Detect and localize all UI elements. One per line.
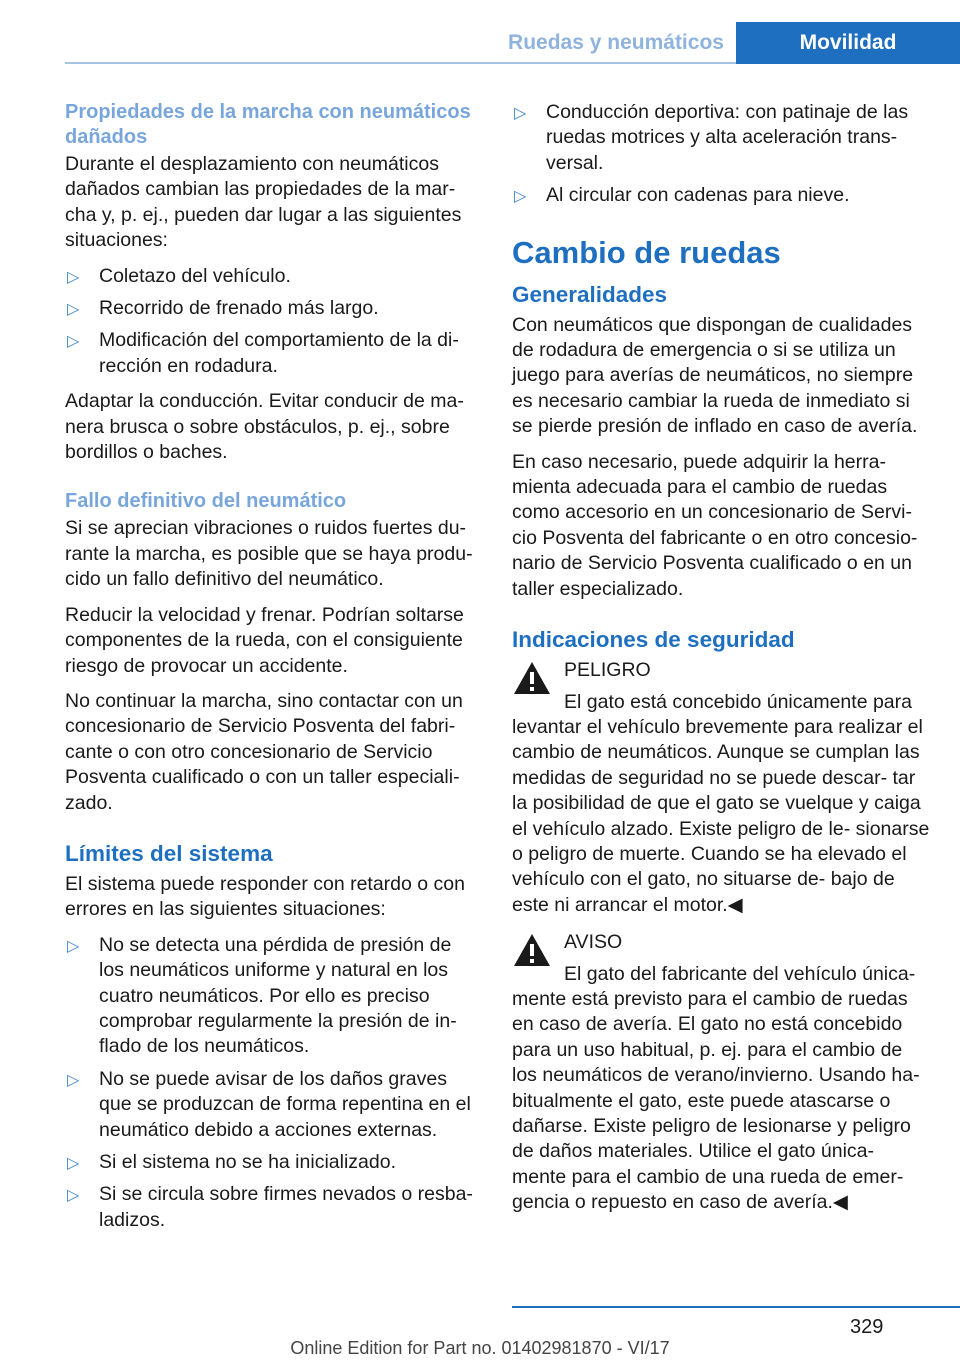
header-section-title: Ruedas y neumáticos xyxy=(508,31,724,54)
warning-title: AVISO xyxy=(564,931,623,954)
triangle-bullet-icon: ▷ xyxy=(67,1071,80,1089)
list-item-text: Si el sistema no se ha inicializado. xyxy=(99,1151,396,1173)
bullet-list xyxy=(65,933,477,1233)
list-item-text: Coletazo del vehículo. xyxy=(99,264,291,287)
list-item-text: Al circular con cadenas para nieve. xyxy=(546,184,850,207)
edition-note: Online Edition for Part no. 01402981870 - VI/17 xyxy=(290,1338,670,1358)
heading-damaged-tires: Propiedades de la marcha con neumáticos dañados xyxy=(65,101,471,148)
list-item xyxy=(512,100,930,176)
warning-notice xyxy=(512,930,930,1215)
warning-triangle-icon xyxy=(512,932,552,968)
paragraph: Con neumáticos que dispongan de cualidades de rodadura de emergencia o si se utiliza un juego para averías de neumáticos, no siempre es necesario cambiar la rueda de inmediato si se pierde presión de inflado en caso de avería. xyxy=(512,313,918,438)
list-item xyxy=(65,264,477,289)
right-column xyxy=(512,100,930,1228)
paragraph: Reducir la velocidad y frenar. Podrían soltarse componentes de la rueda, con el consiguiente riesgo de provocar un accidente. xyxy=(65,603,464,677)
heading-tire-failure: Fallo definitivo del neumático xyxy=(65,490,347,513)
triangle-bullet-icon: ▷ xyxy=(67,1187,80,1205)
paragraph: Si se aprecian vibraciones o ruidos fuertes du‐ rante la marcha, es posible que se haya produ‐ cido un fallo definitivo del neumático. xyxy=(65,517,473,591)
heading-general: Generalidades xyxy=(512,281,668,307)
list-item-text: No se detecta una pérdida de presión de los neumáticos uniforme y natural en los cuatro neumáticos. Por ello es preciso comprobar regularmente la presión de in‐ flado de los neumáticos. xyxy=(99,933,457,1058)
left-column xyxy=(65,100,477,1243)
paragraph: No continuar la marcha, sino contactar con un concesionario de Servicio Posventa del fabri‐ cante o con otro concesionario de Servicio Posventa cualificado o con un taller especiali‐ zado. xyxy=(65,689,463,814)
warning-danger xyxy=(512,658,930,918)
list-item xyxy=(65,328,477,379)
paragraph: Durante el desplazamiento con neumáticos dañados cambian las propiedades de la mar‐ cha y, p. ej., pueden dar lugar a las siguientes situaciones: xyxy=(65,153,462,252)
paragraph: Adaptar la conducción. Evitar conducir de ma‐ nera brusca o sobre obstáculos, p. ej., sobre bordillos o baches. xyxy=(65,390,464,464)
page-number: 329 xyxy=(850,1316,884,1338)
paragraph: El sistema puede responder con retardo o con errores en las siguientes situaciones: xyxy=(65,872,465,921)
warning-text: El gato está concebido únicamente para levantar el vehículo brevemente para realizar el cambio de neumáticos. Aunque se cumplan las medidas de seguridad no se puede descar‐ tar la posibilidad de que el gato se vuelque y caiga el vehículo alzado. Existe peligro de le‐ sionarse o peligro de muerte. Cuando se ha elevado el vehículo con el gato, no situarse de‐ bajo de este ni arrancar el motor.◀ xyxy=(512,690,930,916)
bullet-list xyxy=(512,100,930,209)
heading-wheel-change: Cambio de ruedas xyxy=(512,234,781,270)
list-item xyxy=(512,183,930,208)
triangle-bullet-icon: ▷ xyxy=(514,105,527,122)
heading-system-limits: Límites del sistema xyxy=(65,840,273,866)
list-item xyxy=(65,1150,477,1175)
list-item xyxy=(65,296,477,321)
triangle-bullet-icon: ▷ xyxy=(67,1155,80,1172)
paragraph: En caso necesario, puede adquirir la herra‐ mienta adecuada para el cambio de ruedas como accesorio en un concesionario de Servi‐ cio Posventa del fabricante o en otro concesio‐ nario de Servicio Posventa cualificado o en un taller especializado. xyxy=(512,450,918,600)
list-item-text: Conducción deportiva: con patinaje de las ruedas motrices y alta aceleración trans‐ versal. xyxy=(546,101,909,174)
triangle-bullet-icon: ▷ xyxy=(514,188,527,206)
list-item-text: Si se circula sobre firmes nevados o resba‐ ladizos. xyxy=(99,1183,473,1231)
heading-safety-notes: Indicaciones de seguridad xyxy=(512,627,795,653)
list-item xyxy=(65,1067,477,1143)
warning-text: El gato del fabricante del vehículo única‐ mente está previsto para el cambio de ruedas en caso de avería. El gato no está concebido para un uso habitual, p. ej. para el cambio de los neumáticos de verano/invierno. Usando ha‐ bitualmente el gato, este puede atascarse o dañarse. Existe peligro de lesionarse y peligro de daños materiales. Utilice el gato única‐ mente para el cambio de una rueda de emer‐ gencia o repuesto en caso de avería.◀ xyxy=(512,962,920,1214)
footer-rule xyxy=(512,1306,960,1308)
list-item xyxy=(65,933,477,1060)
bullet-list xyxy=(65,264,477,380)
triangle-bullet-icon: ▷ xyxy=(67,937,80,955)
list-item-text: Modificación del comportamiento de la di‐ rección en rodadura. xyxy=(99,329,459,377)
list-item-text: No se puede avisar de los daños graves que se produzcan de forma repentina en el neumático debido a acciones externas. xyxy=(99,1067,471,1141)
header-chapter-tab: Movilidad xyxy=(736,22,960,64)
triangle-bullet-icon: ▷ xyxy=(67,301,80,319)
triangle-bullet-icon: ▷ xyxy=(67,268,80,286)
list-item xyxy=(65,1182,477,1233)
warning-triangle-icon xyxy=(512,660,552,696)
triangle-bullet-icon: ▷ xyxy=(67,333,80,351)
warning-title: PELIGRO xyxy=(564,659,651,682)
list-item-text: Recorrido de frenado más largo. xyxy=(99,297,379,320)
